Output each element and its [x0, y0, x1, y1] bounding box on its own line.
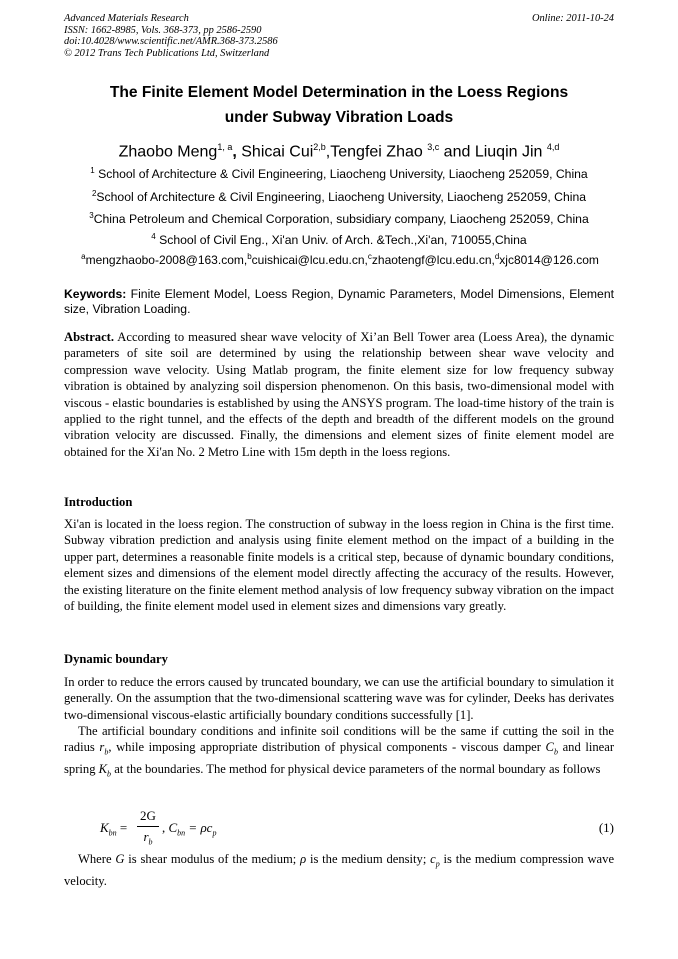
- text-span: is the medium compression wave velocity.: [64, 852, 615, 888]
- text-span: , while imposing appropriate distribution of physical components - viscous damper: [108, 740, 541, 755]
- symbol-G: G: [115, 852, 125, 866]
- equation-number: (1): [598, 820, 614, 835]
- author-sup: 3,c: [427, 142, 440, 152]
- symbol-C: $C_b$: [545, 740, 558, 757]
- equation-1: [100, 808, 614, 850]
- email-sup: b: [247, 252, 252, 261]
- symbol-rho: ρ: [300, 852, 307, 866]
- affiliation: [40, 209, 638, 226]
- text-span: is shear modulus of the medium;: [128, 852, 297, 866]
- keywords: [64, 287, 614, 316]
- equation-rhs: , $C_{bn} = \rho c_p$: [162, 820, 217, 838]
- equation-fraction: [137, 808, 159, 847]
- title-line-2: under Subway Vibration Loads: [224, 109, 454, 126]
- dynamic-boundary-paragraph-3: [64, 851, 614, 889]
- affiliation: [40, 187, 638, 204]
- symbol-K: $K_b$: [98, 762, 112, 779]
- fraction-bar: [137, 826, 159, 827]
- dynamic-boundary-paragraph-1: In order to reduce the errors caused by truncated boundary, we can use the artificial boundary to simulation it generally. On the assumption that the two-dimensional scattering wave was for cylinder, Deeks has derivates two-dimensional viscous-elastic artificially boundary conditions successfully [1].: [64, 675, 614, 722]
- email-link[interactable]: mengzhaobo-2008@163.com,: [85, 253, 248, 267]
- author-sup: 1, a: [217, 142, 233, 152]
- abstract-text: According to measured shear wave velocity of Xi’an Bell Tower area (Loess Area), the dynamic parameters of site soil are determined by using the relationship between shear wave velocity and compression wave velocity. Using Matlab program, the finite element size for low frequency subway vibration is obtained by analyzing soil dispersion phenomenon. On this basis, two-dimensional model with viscous - elastic boundaries is established by using the ANSYS program. The load-time history of the train is applied to the right tunnel, and the effects of the depth and breadth of the different models on the ground vibration velocity are discussed. Finally, the dimensions and element sizes of finite element model are obtained for the Xi'an No. 2 Metro Line with 15m depth in the loess regions.: [64, 330, 614, 459]
- keywords-label: Keywords:: [64, 287, 127, 301]
- online-date: Online: 2011-10-24: [531, 13, 614, 24]
- abstract-label: Abstract.: [64, 330, 115, 344]
- email-link[interactable]: cuishicai@lcu.edu.cn,: [251, 253, 368, 267]
- text-span: is the medium density;: [309, 852, 427, 866]
- text-span: and linear spring: [64, 740, 615, 777]
- email-sup: c: [367, 252, 372, 261]
- fraction-numerator: 2G: [140, 808, 156, 823]
- affiliation-sup: 3: [89, 211, 94, 220]
- author-list: Zhaobo Meng$^{1, a}$, Shicai Cui$^{2,b}$,Tengfei Zhao $^{3,c}$ and Liuqin Jin $^{4,d}$: [118, 142, 560, 161]
- text-span: The artificial boundary conditions and infinite soil conditions will be the same if cutting the soil in the radius: [64, 724, 614, 755]
- affiliation-text: School of Civil Eng., Xi'an Univ. of Arch. &Tech.,Xi'an, 710055,China: [159, 233, 527, 248]
- affiliation: [40, 164, 638, 181]
- affiliation-text: School of Architecture & Civil Engineering, Liaocheng University, Liaocheng 252059, China: [98, 167, 588, 182]
- dynamic-boundary-paragraph-2: [64, 723, 614, 783]
- affiliation-sup: 4: [151, 232, 156, 241]
- journal-copyright: © 2012 Trans Tech Publications Ltd, Switzerland: [64, 47, 270, 59]
- journal-header: [64, 13, 614, 59]
- author-name: Liuqin Jin: [474, 143, 543, 161]
- fraction-denominator: $r_b$: [143, 829, 153, 847]
- abstract: [64, 329, 614, 460]
- email-list: [60, 250, 620, 267]
- affiliation-text: School of Architecture & Civil Engineering, Liaocheng University, Liaocheng 252059, China: [96, 190, 587, 205]
- affiliation-sup: 2: [91, 189, 97, 198]
- author-name: Shicai Cui: [241, 143, 314, 161]
- author-sup: 4,d: [546, 142, 560, 152]
- author-sup: 2,b: [313, 142, 326, 152]
- symbol-cp: $c_p$: [430, 852, 440, 869]
- affiliation-text: China Petroleum and Chemical Corporation, subsidiary company, Liaocheng 252059, China: [93, 212, 589, 227]
- introduction-text: Xi'an is located in the loess region. The construction of subway in the loess region in China is the first time. Subway vibration prediction and analysis using finite element method on the impact of a building in the upper part, determines a reasonable finite models is a critical step, because of dynamic boundary conditions, element sizes and dimensions of the element model directly affecting the accuracy of the results. However, the existing literature on the finite element method analysis of low frequency subway vibration on the impact of building, the finite element model used in element sizes and dimensions vary greatly.: [64, 517, 614, 614]
- introduction-heading: Introduction: [64, 495, 133, 509]
- author-name: Tengfei Zhao: [330, 143, 423, 161]
- keywords-text: Finite Element Model, Loess Region, Dynamic Parameters, Model Dimensions, Element size, Vibration Loading.: [64, 287, 615, 316]
- affiliation-sup: 1: [90, 166, 95, 175]
- email-link[interactable]: xjc8014@126.com: [499, 253, 599, 267]
- email-sup: a: [81, 252, 86, 261]
- affiliation: [40, 230, 638, 247]
- journal-doi: doi:10.4028/www.scientific.net/AMR.368-373.2586: [64, 36, 278, 48]
- author-name: Zhaobo Meng: [118, 143, 218, 161]
- symbol-r: $r_b$: [99, 740, 109, 757]
- journal-issn: ISSN: 1662-8985, Vols. 368-373, pp 2586-2590: [64, 24, 262, 36]
- paper-title: [64, 80, 614, 130]
- email-sup: d: [494, 252, 500, 261]
- title-line-1: The Finite Element Model Determination in the Loess Regions: [109, 84, 569, 101]
- email-link[interactable]: zhaotengf@lcu.edu.cn,: [371, 253, 495, 267]
- journal-name: Advanced Materials Research: [64, 13, 189, 24]
- text-span: Where: [78, 852, 112, 866]
- text-span: at the boundaries. The method for physical device parameters of the normal boundary as follows: [114, 762, 601, 777]
- equation-lhs: $K_{bn}$ =: [100, 820, 128, 838]
- dynamic-boundary-heading: Dynamic boundary: [64, 652, 168, 666]
